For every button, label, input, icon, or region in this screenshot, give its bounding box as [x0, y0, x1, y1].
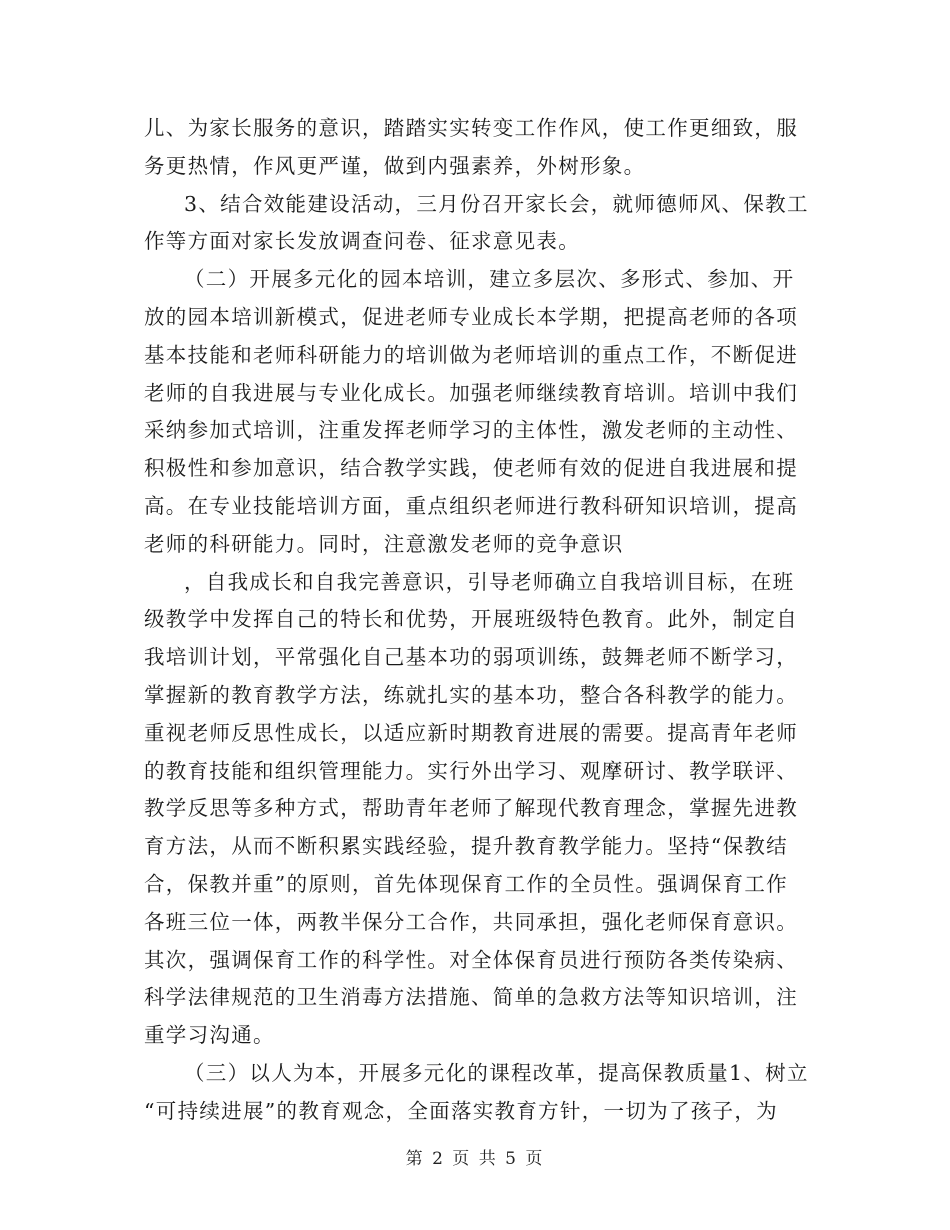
- text-line: 积极性和参加意识，结合教学实践，使老师有效的促进自我进展和提: [144, 456, 798, 481]
- text-line: 教学反思等多种方式，帮助青年老师了解现代教育理念，掌握先进教: [144, 796, 798, 821]
- text-line: （二）开展多元化的园本培训，建立多层次、多形式、参加、开: [184, 267, 795, 292]
- text-line: 科学法律规范的卫生消毒方法措施、简单的急救方法等知识培训，注: [144, 985, 798, 1010]
- text-line: 高。在专业技能培训方面，重点组织老师进行教科研知识培训，提高: [144, 493, 798, 518]
- text-line: “可持续进展”的教育观念，全面落实教育方针，一切为了孩子，为: [144, 1098, 778, 1123]
- text-line: 合，保教并重”的原则，首先体现保育工作的全员性。强调保育工作: [144, 871, 788, 896]
- text-line: 作等方面对家长发放调查问卷、征求意见表。: [144, 229, 580, 254]
- text-line: 务更热情，作风更严谨，做到内强素养，外树形象。: [144, 153, 646, 178]
- document-body: [144, 110, 810, 1131]
- text-line: 放的园本培训新模式，促进老师专业成长本学期，把提高老师的各项: [144, 304, 798, 329]
- text-line: 3、结合效能建设活动，三月份召开家长会，就师德师风、保教工: [184, 191, 809, 216]
- text-line: 各班三位一体，两教半保分工合作，共同承担，强化老师保育意识。: [144, 909, 798, 934]
- text-line: 基本技能和老师科研能力的培训做为老师培训的重点工作，不断促进: [144, 342, 798, 367]
- text-line: 采纳参加式培训，注重发挥老师学习的主体性，激发老师的主动性、: [144, 418, 798, 443]
- text-line: ，自我成长和自我完善意识，引导老师确立自我培训目标，在班: [184, 569, 795, 594]
- text-line: 老师的自我进展与专业化成长。加强老师继续教育培训。培训中我们: [144, 380, 798, 405]
- text-line: 级教学中发挥自己的特长和优势，开展班级特色教育。此外，制定自: [144, 607, 798, 632]
- text-line: （三）以人为本，开展多元化的课程改革，提高保教质量1、树立: [184, 1060, 809, 1085]
- text-line: 其次，强调保育工作的科学性。对全体保育员进行预防各类传染病、: [144, 947, 798, 972]
- text-line: 儿、为家长服务的意识，踏踏实实转变工作作风，使工作更细致，服: [144, 116, 798, 140]
- text-line: 重学习沟通。: [144, 1023, 275, 1048]
- page-footer: 第 2 页 共 5 页: [405, 1149, 545, 1169]
- text-line: 的教育技能和组织管理能力。实行外出学习、观摩研讨、教学联评、: [144, 758, 798, 783]
- text-line: 掌握新的教育教学方法，练就扎实的基本功，整合各科教学的能力。: [144, 682, 798, 707]
- text-line: 育方法，从而不断积累实践经验，提升教育教学能力。坚持“保教结: [144, 834, 788, 859]
- text-line: 老师的科研能力。同时，注意激发老师的竞争意识: [144, 531, 624, 556]
- text-line: 重视老师反思性成长，以适应新时期教育进展的需要。提高青年老师: [144, 720, 798, 745]
- text-line: 我培训计划，平常强化自己基本功的弱项训练，鼓舞老师不断学习，: [144, 645, 798, 670]
